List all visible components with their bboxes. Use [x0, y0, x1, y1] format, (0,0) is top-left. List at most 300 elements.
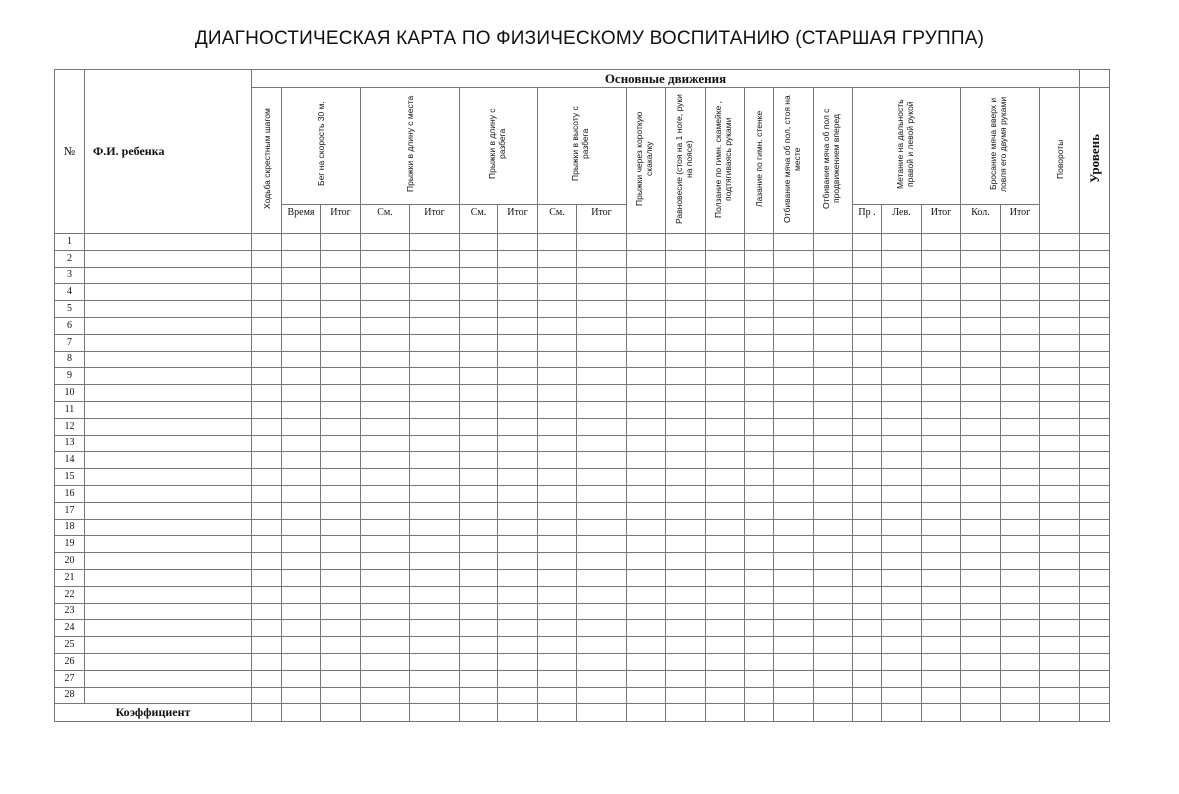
score-cell[interactable] [853, 469, 882, 486]
score-cell[interactable] [460, 401, 498, 418]
score-cell[interactable] [627, 519, 666, 536]
score-cell[interactable] [961, 334, 1001, 351]
score-cell[interactable] [1040, 234, 1080, 251]
score-cell[interactable] [774, 637, 814, 654]
score-cell[interactable] [882, 234, 922, 251]
score-cell[interactable] [538, 536, 577, 553]
score-cell[interactable] [1001, 637, 1040, 654]
score-cell[interactable] [961, 687, 1001, 704]
score-cell[interactable] [1040, 519, 1080, 536]
score-cell[interactable] [538, 334, 577, 351]
score-cell[interactable] [1040, 351, 1080, 368]
score-cell[interactable] [882, 435, 922, 452]
score-cell[interactable] [882, 637, 922, 654]
score-cell[interactable] [282, 519, 321, 536]
score-cell[interactable] [282, 418, 321, 435]
score-cell[interactable] [627, 553, 666, 570]
score-cell[interactable] [252, 670, 282, 687]
coefficient-cell[interactable] [627, 704, 666, 722]
score-cell[interactable] [882, 502, 922, 519]
score-cell[interactable] [774, 267, 814, 284]
score-cell[interactable] [922, 334, 961, 351]
score-cell[interactable] [1001, 267, 1040, 284]
score-cell[interactable] [882, 267, 922, 284]
score-cell[interactable] [282, 234, 321, 251]
coefficient-cell[interactable] [666, 704, 706, 722]
score-cell[interactable] [745, 670, 774, 687]
score-cell[interactable] [1080, 267, 1110, 284]
score-cell[interactable] [814, 351, 853, 368]
score-cell[interactable] [538, 687, 577, 704]
score-cell[interactable] [410, 469, 460, 486]
score-cell[interactable] [814, 536, 853, 553]
score-cell[interactable] [252, 435, 282, 452]
score-cell[interactable] [706, 317, 745, 334]
score-cell[interactable] [460, 502, 498, 519]
score-cell[interactable] [666, 452, 706, 469]
score-cell[interactable] [745, 637, 774, 654]
score-cell[interactable] [922, 301, 961, 318]
score-cell[interactable] [882, 553, 922, 570]
score-cell[interactable] [538, 637, 577, 654]
score-cell[interactable] [853, 234, 882, 251]
score-cell[interactable] [1080, 519, 1110, 536]
score-cell[interactable] [1080, 502, 1110, 519]
score-cell[interactable] [814, 637, 853, 654]
score-cell[interactable] [922, 452, 961, 469]
score-cell[interactable] [853, 301, 882, 318]
score-cell[interactable] [460, 234, 498, 251]
score-cell[interactable] [538, 553, 577, 570]
score-cell[interactable] [774, 351, 814, 368]
score-cell[interactable] [882, 519, 922, 536]
score-cell[interactable] [321, 385, 361, 402]
score-cell[interactable] [321, 418, 361, 435]
score-cell[interactable] [252, 603, 282, 620]
score-cell[interactable] [882, 317, 922, 334]
child-name-cell[interactable] [85, 620, 252, 637]
score-cell[interactable] [1080, 452, 1110, 469]
score-cell[interactable] [961, 234, 1001, 251]
score-cell[interactable] [361, 452, 410, 469]
child-name-cell[interactable] [85, 653, 252, 670]
score-cell[interactable] [460, 351, 498, 368]
score-cell[interactable] [252, 469, 282, 486]
score-cell[interactable] [498, 435, 538, 452]
score-cell[interactable] [321, 234, 361, 251]
score-cell[interactable] [282, 620, 321, 637]
child-name-cell[interactable] [85, 317, 252, 334]
score-cell[interactable] [706, 553, 745, 570]
score-cell[interactable] [666, 536, 706, 553]
score-cell[interactable] [538, 250, 577, 267]
child-name-cell[interactable] [85, 536, 252, 553]
score-cell[interactable] [321, 637, 361, 654]
score-cell[interactable] [1080, 435, 1110, 452]
score-cell[interactable] [666, 586, 706, 603]
score-cell[interactable] [498, 586, 538, 603]
score-cell[interactable] [498, 418, 538, 435]
score-cell[interactable] [361, 687, 410, 704]
score-cell[interactable] [1001, 317, 1040, 334]
score-cell[interactable] [538, 401, 577, 418]
score-cell[interactable] [1001, 620, 1040, 637]
score-cell[interactable] [410, 401, 460, 418]
score-cell[interactable] [321, 317, 361, 334]
score-cell[interactable] [1080, 401, 1110, 418]
score-cell[interactable] [774, 687, 814, 704]
score-cell[interactable] [627, 620, 666, 637]
score-cell[interactable] [774, 553, 814, 570]
score-cell[interactable] [922, 234, 961, 251]
score-cell[interactable] [666, 670, 706, 687]
score-cell[interactable] [627, 368, 666, 385]
score-cell[interactable] [410, 250, 460, 267]
score-cell[interactable] [627, 250, 666, 267]
score-cell[interactable] [922, 435, 961, 452]
score-cell[interactable] [961, 385, 1001, 402]
score-cell[interactable] [538, 385, 577, 402]
score-cell[interactable] [1080, 250, 1110, 267]
score-cell[interactable] [252, 234, 282, 251]
score-cell[interactable] [460, 334, 498, 351]
score-cell[interactable] [410, 687, 460, 704]
score-cell[interactable] [460, 301, 498, 318]
score-cell[interactable] [361, 301, 410, 318]
score-cell[interactable] [961, 301, 1001, 318]
score-cell[interactable] [1040, 536, 1080, 553]
score-cell[interactable] [252, 284, 282, 301]
score-cell[interactable] [498, 519, 538, 536]
score-cell[interactable] [814, 469, 853, 486]
coefficient-cell[interactable] [460, 704, 498, 722]
score-cell[interactable] [814, 401, 853, 418]
score-cell[interactable] [498, 653, 538, 670]
score-cell[interactable] [282, 385, 321, 402]
score-cell[interactable] [961, 553, 1001, 570]
score-cell[interactable] [961, 284, 1001, 301]
score-cell[interactable] [460, 536, 498, 553]
score-cell[interactable] [282, 536, 321, 553]
score-cell[interactable] [282, 603, 321, 620]
score-cell[interactable] [1040, 485, 1080, 502]
score-cell[interactable] [1040, 569, 1080, 586]
score-cell[interactable] [252, 569, 282, 586]
score-cell[interactable] [282, 485, 321, 502]
score-cell[interactable] [814, 267, 853, 284]
score-cell[interactable] [745, 536, 774, 553]
score-cell[interactable] [774, 234, 814, 251]
score-cell[interactable] [853, 502, 882, 519]
score-cell[interactable] [745, 485, 774, 502]
score-cell[interactable] [882, 368, 922, 385]
score-cell[interactable] [1040, 637, 1080, 654]
score-cell[interactable] [774, 485, 814, 502]
score-cell[interactable] [577, 637, 627, 654]
score-cell[interactable] [1080, 637, 1110, 654]
score-cell[interactable] [1001, 234, 1040, 251]
score-cell[interactable] [706, 485, 745, 502]
score-cell[interactable] [882, 301, 922, 318]
score-cell[interactable] [1080, 301, 1110, 318]
coefficient-cell[interactable] [498, 704, 538, 722]
score-cell[interactable] [745, 284, 774, 301]
score-cell[interactable] [538, 502, 577, 519]
score-cell[interactable] [1001, 653, 1040, 670]
score-cell[interactable] [853, 452, 882, 469]
score-cell[interactable] [853, 569, 882, 586]
score-cell[interactable] [774, 250, 814, 267]
score-cell[interactable] [666, 418, 706, 435]
score-cell[interactable] [814, 284, 853, 301]
score-cell[interactable] [666, 401, 706, 418]
score-cell[interactable] [410, 653, 460, 670]
score-cell[interactable] [706, 469, 745, 486]
score-cell[interactable] [577, 569, 627, 586]
score-cell[interactable] [361, 502, 410, 519]
score-cell[interactable] [922, 385, 961, 402]
score-cell[interactable] [361, 234, 410, 251]
score-cell[interactable] [1080, 368, 1110, 385]
score-cell[interactable] [774, 284, 814, 301]
child-name-cell[interactable] [85, 452, 252, 469]
score-cell[interactable] [361, 519, 410, 536]
score-cell[interactable] [853, 334, 882, 351]
score-cell[interactable] [321, 250, 361, 267]
coefficient-cell[interactable] [1040, 704, 1080, 722]
score-cell[interactable] [538, 368, 577, 385]
score-cell[interactable] [666, 351, 706, 368]
score-cell[interactable] [853, 351, 882, 368]
score-cell[interactable] [814, 385, 853, 402]
score-cell[interactable] [1080, 351, 1110, 368]
coefficient-cell[interactable] [961, 704, 1001, 722]
score-cell[interactable] [498, 687, 538, 704]
score-cell[interactable] [882, 401, 922, 418]
score-cell[interactable] [706, 401, 745, 418]
score-cell[interactable] [498, 401, 538, 418]
score-cell[interactable] [321, 670, 361, 687]
score-cell[interactable] [1040, 267, 1080, 284]
score-cell[interactable] [853, 536, 882, 553]
score-cell[interactable] [853, 586, 882, 603]
score-cell[interactable] [538, 284, 577, 301]
score-cell[interactable] [666, 267, 706, 284]
score-cell[interactable] [666, 385, 706, 402]
score-cell[interactable] [853, 485, 882, 502]
score-cell[interactable] [666, 234, 706, 251]
child-name-cell[interactable] [85, 553, 252, 570]
score-cell[interactable] [410, 569, 460, 586]
score-cell[interactable] [814, 435, 853, 452]
score-cell[interactable] [1001, 687, 1040, 704]
score-cell[interactable] [361, 653, 410, 670]
score-cell[interactable] [853, 284, 882, 301]
score-cell[interactable] [460, 452, 498, 469]
score-cell[interactable] [745, 250, 774, 267]
score-cell[interactable] [577, 452, 627, 469]
score-cell[interactable] [922, 351, 961, 368]
score-cell[interactable] [1080, 569, 1110, 586]
score-cell[interactable] [252, 351, 282, 368]
score-cell[interactable] [774, 435, 814, 452]
score-cell[interactable] [922, 519, 961, 536]
score-cell[interactable] [282, 553, 321, 570]
score-cell[interactable] [1080, 284, 1110, 301]
score-cell[interactable] [853, 687, 882, 704]
score-cell[interactable] [361, 351, 410, 368]
score-cell[interactable] [922, 569, 961, 586]
coefficient-cell[interactable] [706, 704, 745, 722]
score-cell[interactable] [745, 418, 774, 435]
score-cell[interactable] [361, 401, 410, 418]
score-cell[interactable] [706, 603, 745, 620]
score-cell[interactable] [666, 485, 706, 502]
score-cell[interactable] [538, 317, 577, 334]
score-cell[interactable] [627, 670, 666, 687]
score-cell[interactable] [460, 485, 498, 502]
score-cell[interactable] [627, 418, 666, 435]
score-cell[interactable] [814, 368, 853, 385]
score-cell[interactable] [577, 334, 627, 351]
score-cell[interactable] [538, 267, 577, 284]
score-cell[interactable] [961, 603, 1001, 620]
score-cell[interactable] [1040, 301, 1080, 318]
score-cell[interactable] [498, 368, 538, 385]
score-cell[interactable] [361, 670, 410, 687]
score-cell[interactable] [666, 569, 706, 586]
score-cell[interactable] [882, 536, 922, 553]
score-cell[interactable] [1080, 485, 1110, 502]
score-cell[interactable] [627, 317, 666, 334]
score-cell[interactable] [774, 536, 814, 553]
score-cell[interactable] [460, 250, 498, 267]
score-cell[interactable] [961, 435, 1001, 452]
score-cell[interactable] [853, 418, 882, 435]
score-cell[interactable] [498, 536, 538, 553]
score-cell[interactable] [577, 620, 627, 637]
score-cell[interactable] [627, 569, 666, 586]
score-cell[interactable] [922, 267, 961, 284]
score-cell[interactable] [321, 653, 361, 670]
score-cell[interactable] [282, 569, 321, 586]
score-cell[interactable] [706, 586, 745, 603]
score-cell[interactable] [1001, 334, 1040, 351]
coefficient-cell[interactable] [1001, 704, 1040, 722]
score-cell[interactable] [922, 653, 961, 670]
score-cell[interactable] [1001, 435, 1040, 452]
score-cell[interactable] [774, 418, 814, 435]
score-cell[interactable] [1040, 418, 1080, 435]
score-cell[interactable] [1040, 435, 1080, 452]
score-cell[interactable] [774, 603, 814, 620]
score-cell[interactable] [882, 250, 922, 267]
score-cell[interactable] [922, 317, 961, 334]
score-cell[interactable] [321, 334, 361, 351]
score-cell[interactable] [1080, 234, 1110, 251]
coefficient-cell[interactable] [410, 704, 460, 722]
score-cell[interactable] [410, 637, 460, 654]
score-cell[interactable] [538, 569, 577, 586]
score-cell[interactable] [853, 653, 882, 670]
score-cell[interactable] [1080, 469, 1110, 486]
score-cell[interactable] [410, 519, 460, 536]
score-cell[interactable] [745, 435, 774, 452]
score-cell[interactable] [410, 452, 460, 469]
score-cell[interactable] [706, 301, 745, 318]
score-cell[interactable] [498, 284, 538, 301]
score-cell[interactable] [961, 267, 1001, 284]
score-cell[interactable] [814, 553, 853, 570]
score-cell[interactable] [282, 317, 321, 334]
score-cell[interactable] [498, 469, 538, 486]
score-cell[interactable] [577, 536, 627, 553]
score-cell[interactable] [282, 452, 321, 469]
coefficient-cell[interactable] [814, 704, 853, 722]
score-cell[interactable] [498, 603, 538, 620]
score-cell[interactable] [706, 284, 745, 301]
score-cell[interactable] [1040, 687, 1080, 704]
score-cell[interactable] [1001, 502, 1040, 519]
score-cell[interactable] [745, 267, 774, 284]
score-cell[interactable] [666, 620, 706, 637]
child-name-cell[interactable] [85, 603, 252, 620]
score-cell[interactable] [577, 234, 627, 251]
score-cell[interactable] [666, 519, 706, 536]
child-name-cell[interactable] [85, 334, 252, 351]
score-cell[interactable] [961, 502, 1001, 519]
score-cell[interactable] [745, 519, 774, 536]
coefficient-cell[interactable] [282, 704, 321, 722]
score-cell[interactable] [627, 301, 666, 318]
score-cell[interactable] [1001, 301, 1040, 318]
score-cell[interactable] [282, 687, 321, 704]
coefficient-cell[interactable] [321, 704, 361, 722]
score-cell[interactable] [361, 317, 410, 334]
coefficient-cell[interactable] [774, 704, 814, 722]
score-cell[interactable] [361, 435, 410, 452]
score-cell[interactable] [498, 351, 538, 368]
score-cell[interactable] [1001, 519, 1040, 536]
score-cell[interactable] [1040, 502, 1080, 519]
score-cell[interactable] [922, 536, 961, 553]
score-cell[interactable] [252, 485, 282, 502]
score-cell[interactable] [361, 620, 410, 637]
score-cell[interactable] [853, 637, 882, 654]
score-cell[interactable] [882, 620, 922, 637]
score-cell[interactable] [498, 250, 538, 267]
score-cell[interactable] [627, 334, 666, 351]
score-cell[interactable] [410, 536, 460, 553]
score-cell[interactable] [961, 569, 1001, 586]
coefficient-cell[interactable] [1080, 704, 1110, 722]
score-cell[interactable] [882, 586, 922, 603]
score-cell[interactable] [745, 586, 774, 603]
score-cell[interactable] [745, 452, 774, 469]
score-cell[interactable] [814, 502, 853, 519]
score-cell[interactable] [922, 620, 961, 637]
score-cell[interactable] [961, 469, 1001, 486]
score-cell[interactable] [460, 435, 498, 452]
score-cell[interactable] [922, 368, 961, 385]
score-cell[interactable] [577, 519, 627, 536]
score-cell[interactable] [706, 250, 745, 267]
score-cell[interactable] [1080, 687, 1110, 704]
score-cell[interactable] [853, 670, 882, 687]
score-cell[interactable] [627, 637, 666, 654]
score-cell[interactable] [1001, 418, 1040, 435]
score-cell[interactable] [814, 317, 853, 334]
